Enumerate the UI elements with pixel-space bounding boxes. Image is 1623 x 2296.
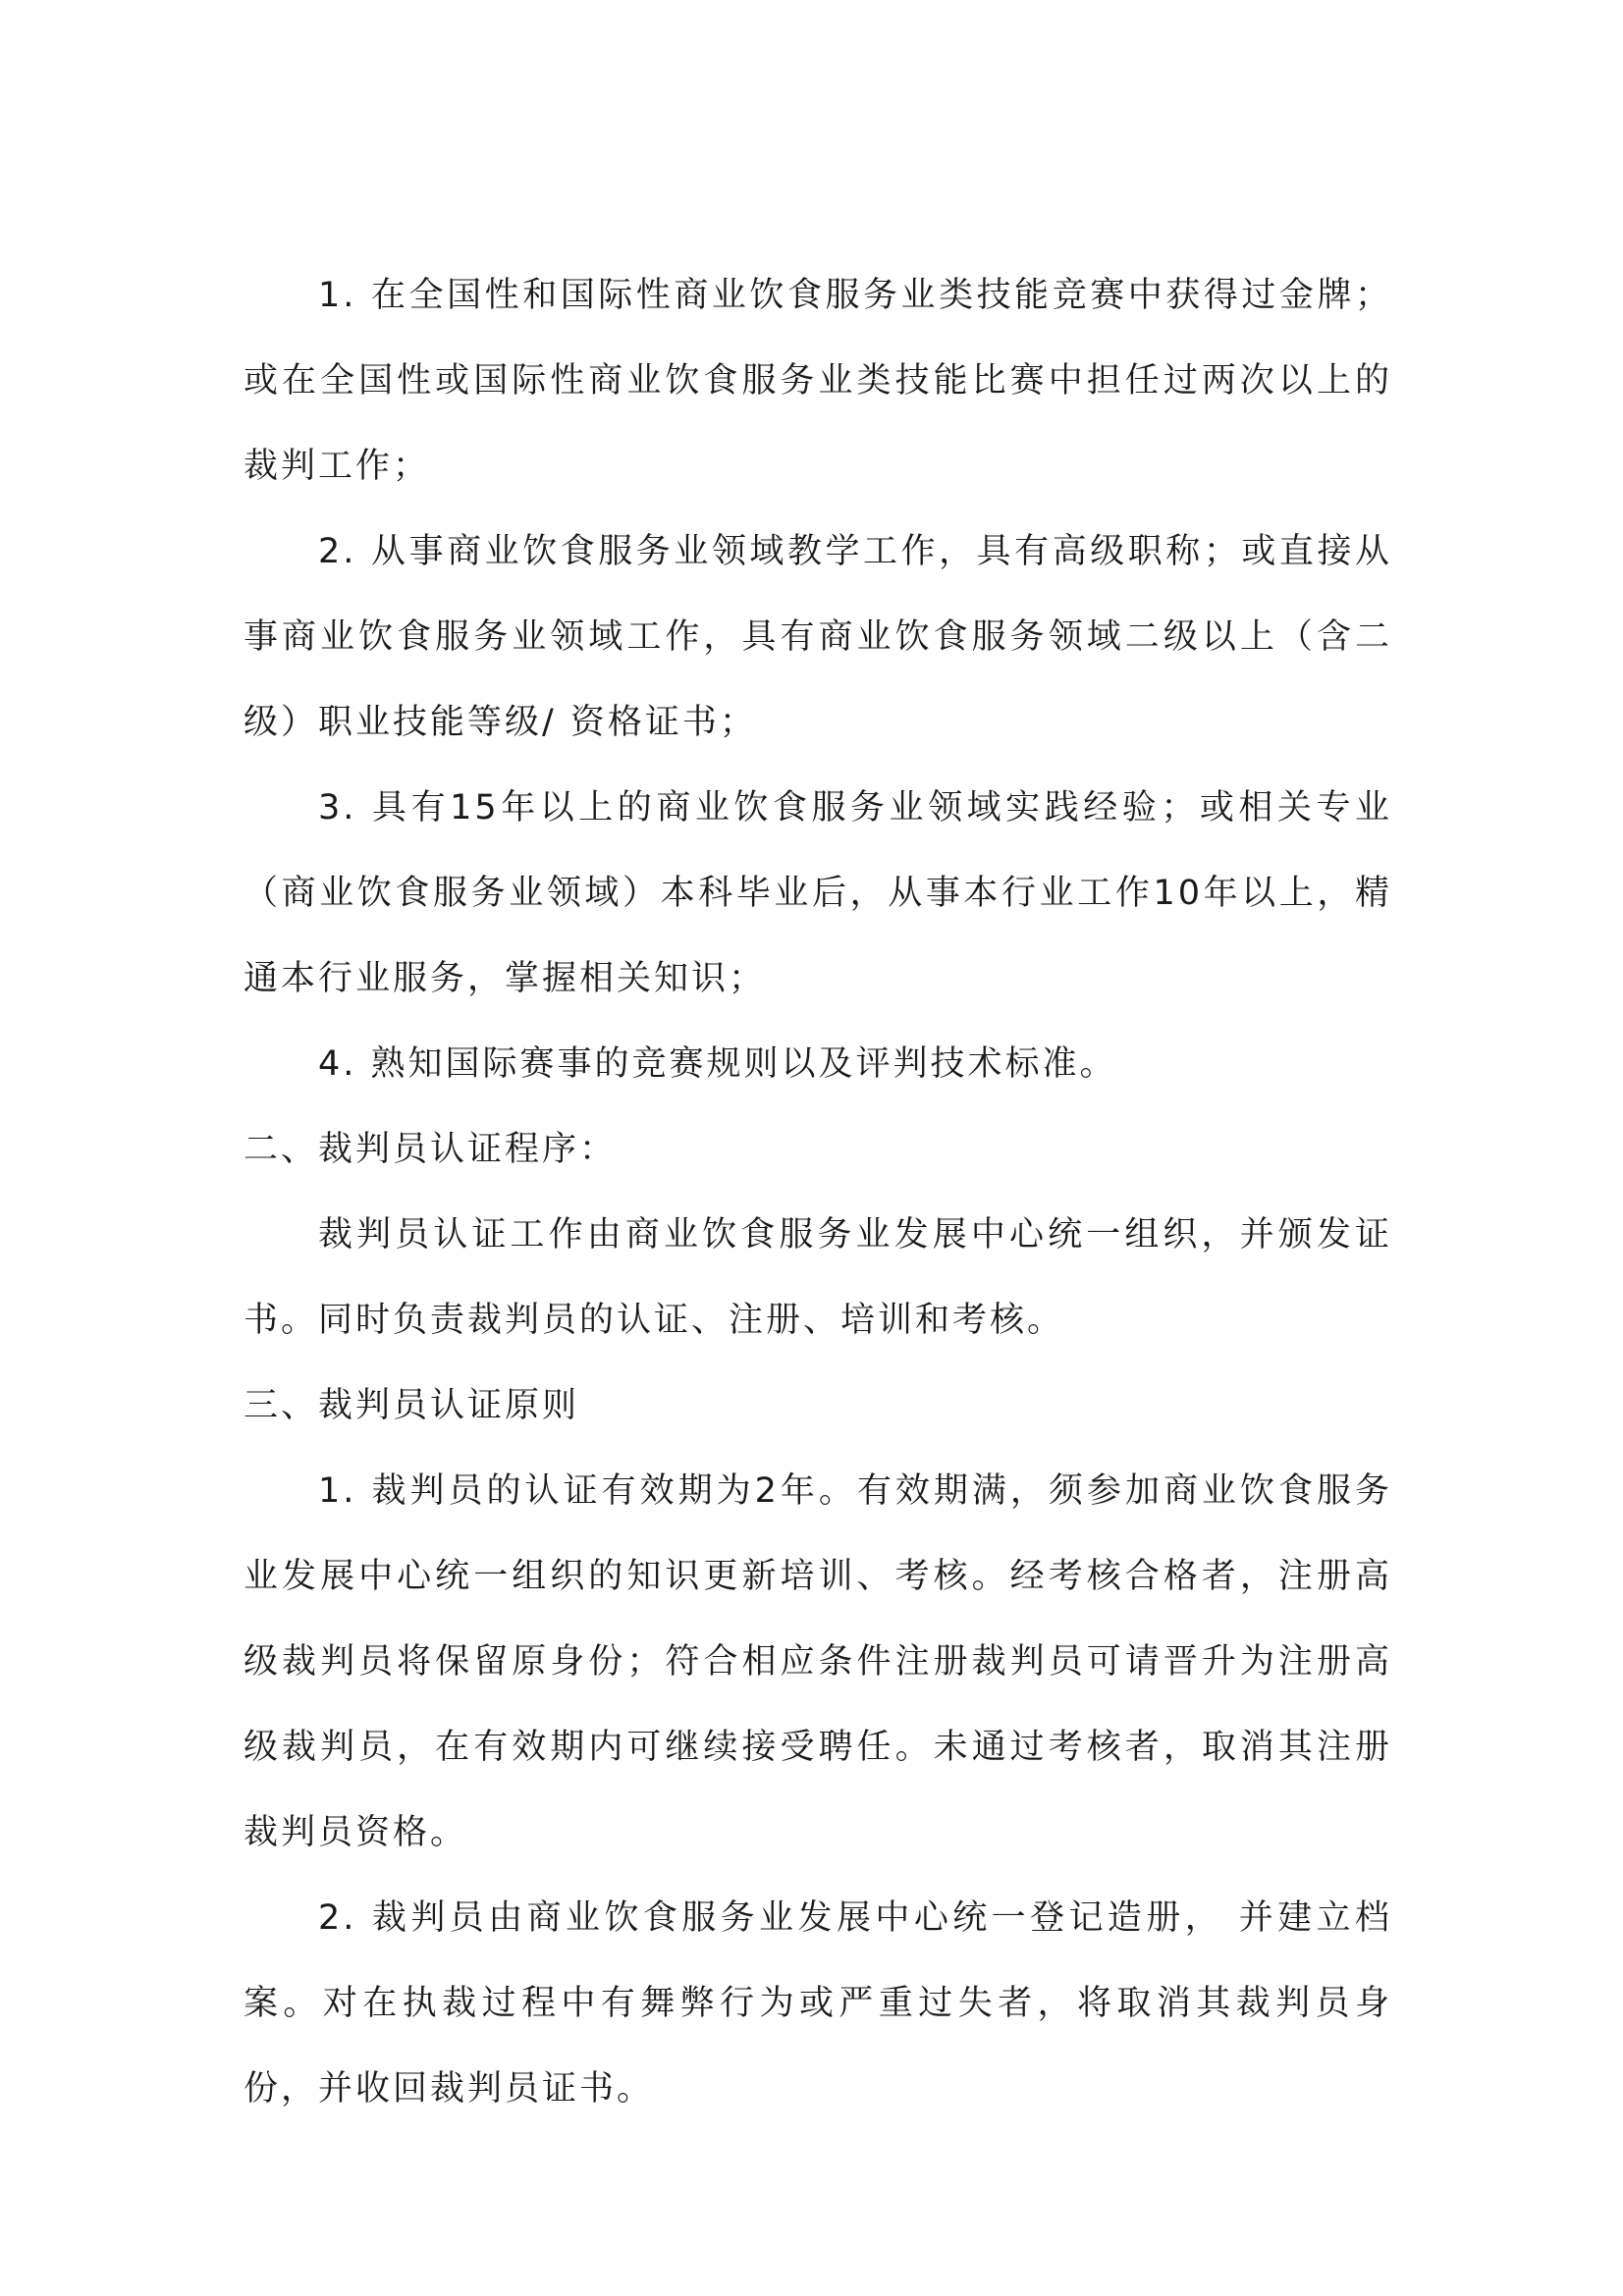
section-3-item-1: 1. 裁判员的认证有效期为2年。有效期满，须参加商业饮食服务业发展中心统一组织的知识更新培训、考核。经考核合格者，注册高级裁判员将保留原身份；符合相应条件注册裁判员可请晋升为注册高级裁判员，在有效期内可继续接受聘任。未通过考核者，取消其注册裁判员资格。 bbox=[243, 1471, 1392, 1852]
section-3-item-2: 2. 裁判员由商业饮食服务业发展中心统一登记造册， 并建立档案。对在执裁过程中有舞弊行为或严重过失者，将取消其裁判员身份，并收回裁判员证书。 bbox=[243, 1898, 1392, 2109]
criterion-3: 3. 具有15年以上的商业饮食服务业领域实践经验；或相关专业（商业饮食服务业领域）本科毕业后，从事本行业工作10年以上，精通本行业服务，掌握相关知识； bbox=[243, 788, 1392, 998]
section-2-body: 裁判员认证工作由商业饮食服务业发展中心统一组织，并颁发证书。同时负责裁判员的认证、注册、培训和考核。 bbox=[243, 1215, 1392, 1340]
section-3-heading: 三、裁判员认证原则 bbox=[243, 1386, 580, 1425]
criterion-4: 4. 熟知国际赛事的竞赛规则以及评判技术标准。 bbox=[318, 1044, 1117, 1084]
criterion-2: 2. 从事商业饮食服务业领域教学工作，具有高级职称；或直接从事商业饮食服务业领域工作，具有商业饮食服务领域二级以上（含二级）职业技能等级/ 资格证书； bbox=[243, 532, 1392, 742]
criterion-1: 1. 在全国性和国际性商业饮食服务业类技能竞赛中获得过金牌；或在全国性或国际性商业饮食服务业类技能比赛中担任过两次以上的裁判工作； bbox=[243, 276, 1392, 486]
section-2-heading: 二、裁判员认证程序： bbox=[243, 1130, 618, 1169]
document-body bbox=[243, 253, 1392, 2132]
